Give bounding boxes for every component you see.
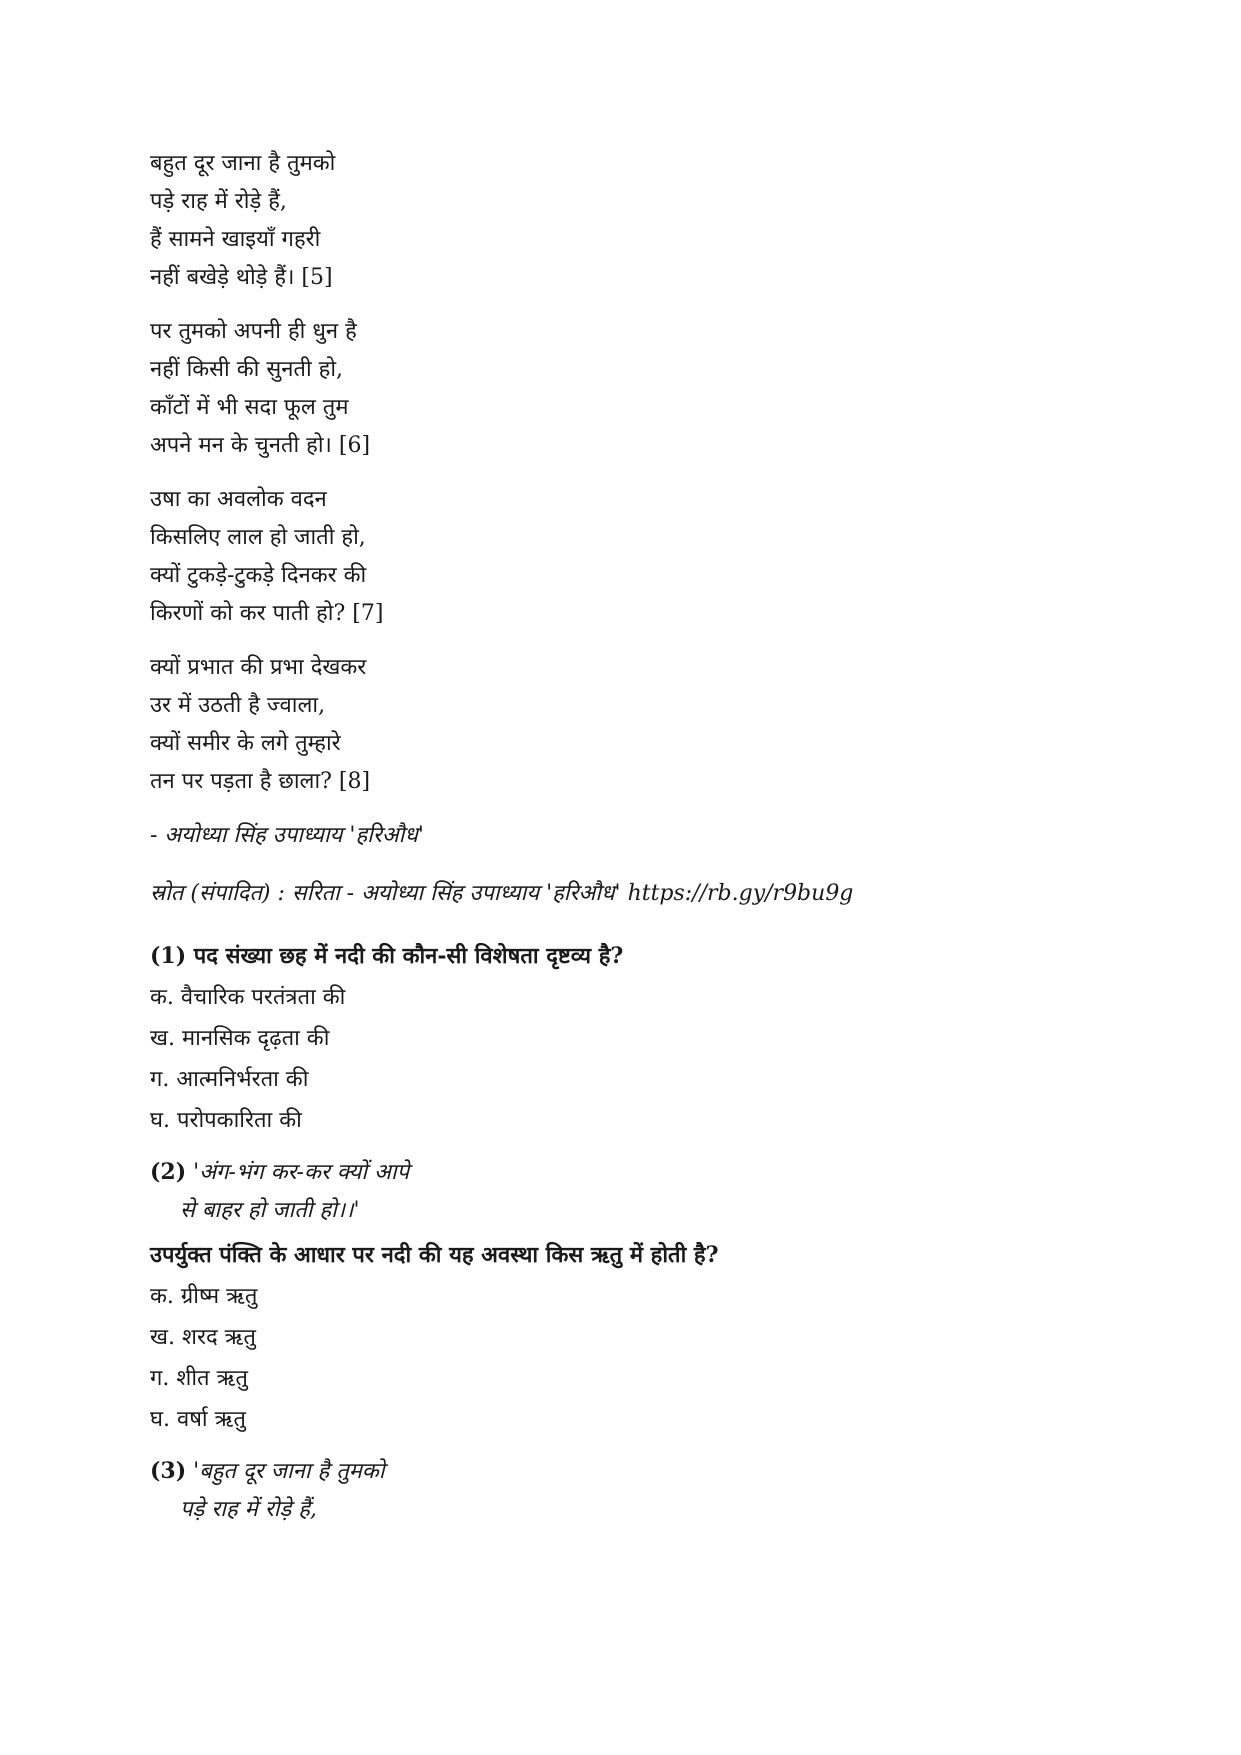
poem-line: उर में उठती है ज्वाला, bbox=[150, 693, 326, 718]
poem-line: काँटों में भी सदा फूल तुम bbox=[150, 395, 349, 420]
question-quote bbox=[150, 1452, 1130, 1491]
option-c: ग. आत्मनिर्भरता की bbox=[150, 1067, 309, 1092]
option-d: घ. वर्षा ऋतु bbox=[150, 1407, 246, 1432]
poem-line: बहुत दूर जाना है तुमको bbox=[150, 151, 336, 176]
poem-line: क्यों समीर के लगे तुम्हारे bbox=[150, 731, 341, 756]
poem-line: क्यों प्रभात की प्रभा देखकर bbox=[150, 655, 367, 680]
stanza-6 bbox=[150, 313, 1130, 465]
question-number: (3) bbox=[150, 1458, 187, 1484]
question-3 bbox=[150, 1452, 1130, 1529]
quote-line: से बाहर हो जाती हो।।' bbox=[180, 1198, 360, 1223]
option-a: क. वैचारिक परतंत्रता की bbox=[150, 985, 346, 1010]
poem-line: नहीं बखेड़े थोड़े हैं। [5] bbox=[150, 265, 333, 290]
author-credit: - अयोध्या सिंह उपाध्याय 'हरिऔध' bbox=[150, 823, 424, 848]
poem-line: उषा का अवलोक वदन bbox=[150, 487, 327, 512]
poem-line: क्यों टुकड़े-टुकड़े दिनकर की bbox=[150, 563, 367, 588]
question-quote bbox=[150, 1153, 1130, 1192]
poem-line: तन पर पड़ता है छाला? [8] bbox=[150, 769, 371, 794]
poem-line: नहीं किसी की सुनती हो, bbox=[150, 357, 344, 382]
quote-line: पड़े राह में रोड़े हैं, bbox=[180, 1497, 317, 1522]
poem-line: पड़े राह में रोड़े हैं, bbox=[150, 189, 287, 214]
option-b: ख. मानसिक दृढ़ता की bbox=[150, 1026, 330, 1051]
question-2 bbox=[150, 1153, 1130, 1440]
question-heading: उपर्युक्त पंक्ति के आधार पर नदी की यह अवस्था किस ऋतु में होती है? bbox=[150, 1242, 719, 1268]
document-page bbox=[150, 145, 1130, 1541]
option-d: घ. परोपकारिता की bbox=[150, 1108, 302, 1133]
option-b: ख. शरद ऋतु bbox=[150, 1325, 256, 1350]
question-heading: (1) पद संख्या छह में नदी की कौन-सी विशेषता दृष्टव्य है? bbox=[150, 943, 624, 969]
question-number: (2) bbox=[150, 1159, 187, 1185]
stanza-8 bbox=[150, 649, 1130, 801]
option-a: क. ग्रीष्म ऋतु bbox=[150, 1284, 258, 1309]
poem-line: किसलिए लाल हो जाती हो, bbox=[150, 525, 366, 550]
poem-line: किरणों को कर पाती हो? [7] bbox=[150, 601, 384, 626]
quote-line: 'अंग-भंग कर-कर क्यों आपे bbox=[193, 1160, 410, 1185]
poem-line: हैं सामने खाइयाँ गहरी bbox=[150, 227, 321, 252]
quote-line: 'बहुत दूर जाना है तुमको bbox=[193, 1459, 385, 1484]
poem-line: अपने मन के चुनती हो। [6] bbox=[150, 433, 371, 458]
stanza-7 bbox=[150, 481, 1130, 633]
question-1 bbox=[150, 937, 1130, 1141]
source-citation: स्रोत (संपादित) : सरिता - अयोध्या सिंह उपाध्याय 'हरिऔध' https://rb.gy/r9bu9g bbox=[150, 881, 854, 906]
option-c: ग. शीत ऋतु bbox=[150, 1366, 248, 1391]
stanza-5 bbox=[150, 145, 1130, 297]
poem-line: पर तुमको अपनी ही धुन है bbox=[150, 319, 357, 344]
